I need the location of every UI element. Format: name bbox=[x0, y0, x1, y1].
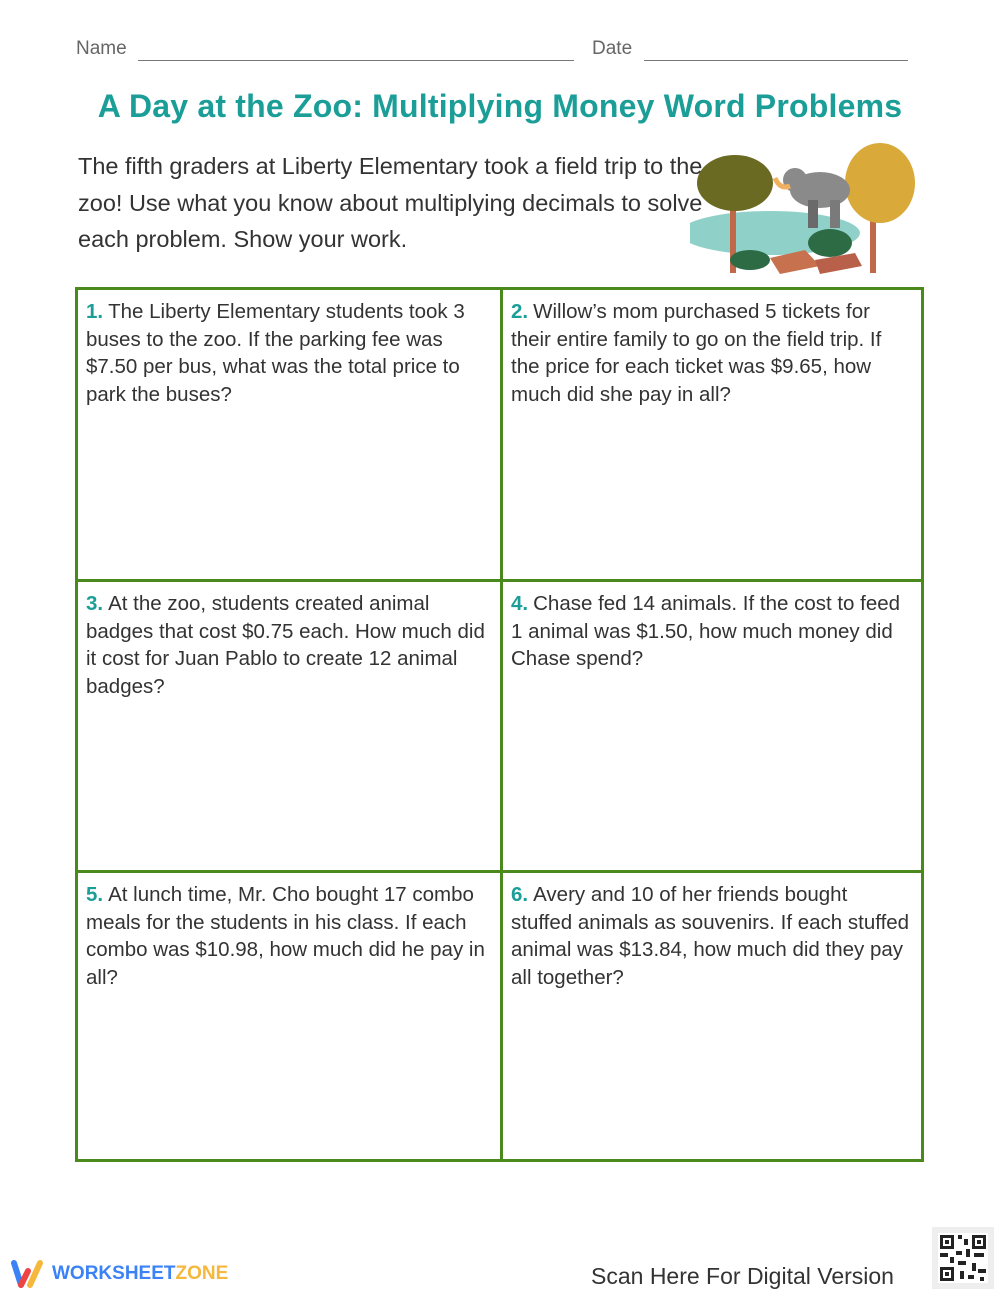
problem-text: Avery and 10 of her friends bought stuffed animals as souvenirs. If each stuffed animal was $13.84, how much did they pay all together? bbox=[511, 883, 910, 989]
date-label: Date bbox=[592, 38, 633, 59]
problem-cell-3[interactable] bbox=[78, 582, 500, 870]
problem-text: Chase fed 14 animals. If the cost to feed 1 animal was $1.50, how much money did Chase spend? bbox=[511, 592, 901, 670]
problem-number: 1. bbox=[86, 300, 104, 323]
problem-cell-1[interactable] bbox=[78, 290, 500, 579]
problem-text: Willow’s mom purchased 5 tickets for their entire family to go on the field trip. If the price for each ticket was $9.65, how much did she pay in all? bbox=[511, 300, 882, 406]
logo-word-worksheet: WORKSHEET bbox=[52, 1263, 176, 1284]
problem-cell-4[interactable] bbox=[503, 582, 921, 870]
qr-code-icon[interactable] bbox=[932, 1227, 994, 1289]
page-title: A Day at the Zoo: Multiplying Money Word Problems bbox=[97, 88, 903, 124]
name-field[interactable] bbox=[138, 60, 574, 61]
problem-cell-5[interactable] bbox=[78, 873, 500, 1159]
scan-text: Scan Here For Digital Version bbox=[591, 1263, 894, 1289]
worksheet-zone-logo-icon bbox=[10, 1259, 46, 1289]
problem-text: At lunch time, Mr. Cho bought 17 combo meals for the students in his class. If each combo was $10.98, how much did he pay in all? bbox=[86, 883, 485, 989]
problem-text: At the zoo, students created animal badges that cost $0.75 each. How much did it cost for Juan Pablo to create 12 animal badges? bbox=[86, 592, 485, 698]
problem-number: 5. bbox=[86, 883, 104, 906]
worksheet-zone-logo[interactable] bbox=[10, 1259, 228, 1289]
problem-number: 2. bbox=[511, 300, 529, 323]
problem-text: The Liberty Elementary students took 3 buses to the zoo. If the parking fee was $7.50 per bus, what was the total price to park the buses? bbox=[86, 300, 465, 406]
date-field[interactable] bbox=[644, 60, 908, 61]
problem-cell-2[interactable] bbox=[503, 290, 921, 579]
problem-grid bbox=[75, 287, 924, 1162]
intro-paragraph: The fifth graders at Liberty Elementary took a field trip to the zoo! Use what you know about multiplying decimals to solve each problem. Show your work. bbox=[78, 153, 703, 252]
zoo-illustration-icon bbox=[690, 138, 930, 278]
problem-cell-6[interactable] bbox=[503, 873, 921, 1159]
name-label: Name bbox=[76, 38, 127, 59]
problem-number: 6. bbox=[511, 883, 529, 906]
name-date-row bbox=[76, 38, 916, 66]
logo-word-zone: ZONE bbox=[175, 1263, 229, 1284]
problem-number: 3. bbox=[86, 592, 104, 615]
problem-number: 4. bbox=[511, 592, 529, 615]
